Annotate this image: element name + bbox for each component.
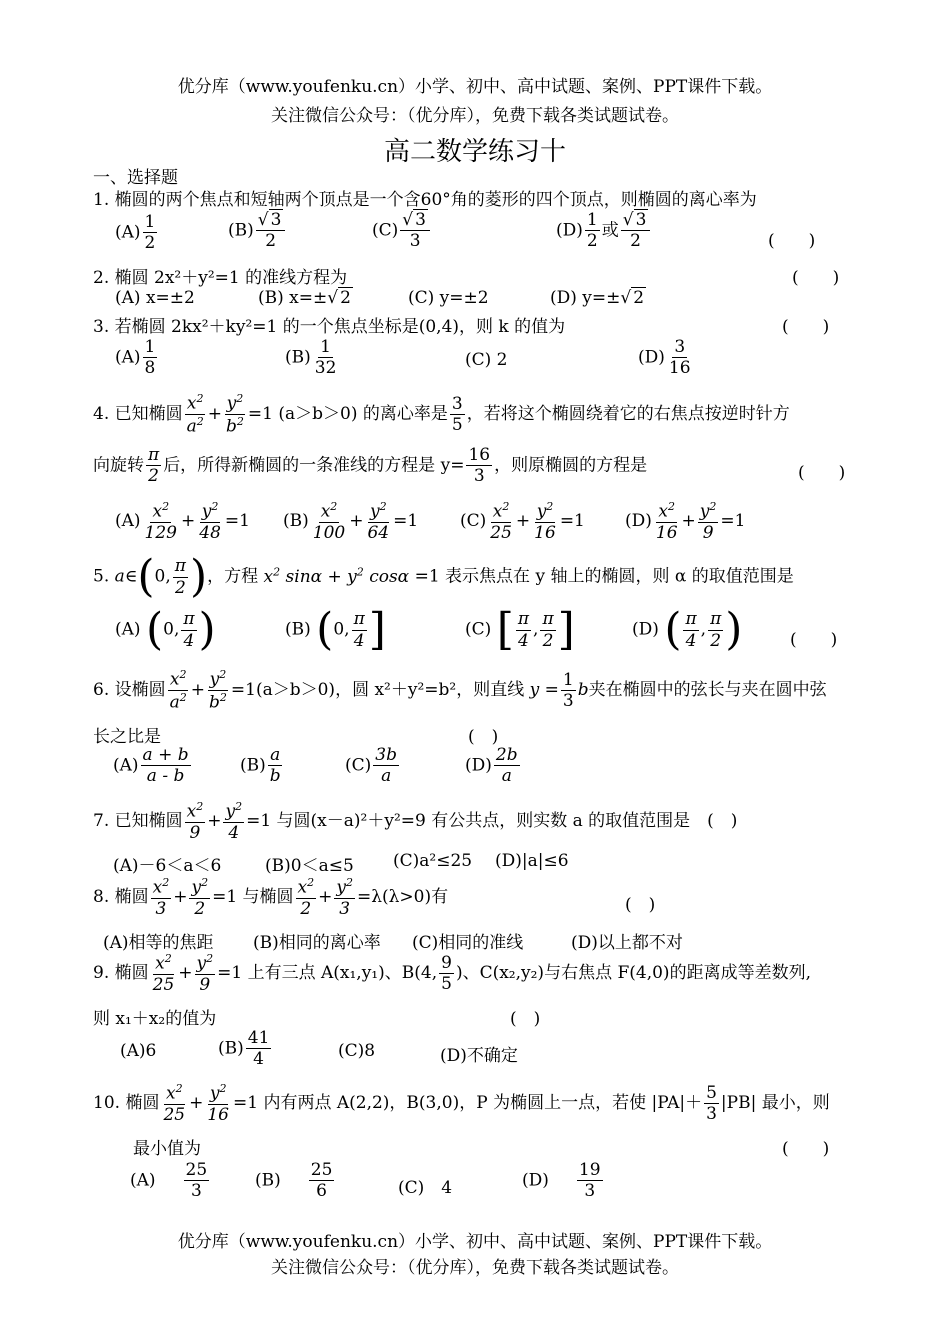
question-1: 1. 椭圆的两个焦点和短轴两个顶点是一个含60°角的菱形的四个顶点，则椭圆的离心率为 (93, 190, 757, 210)
q5-answer-bracket: ( ) (790, 630, 838, 650)
q9-option-c: (C)8 (338, 1041, 376, 1061)
q1-answer-bracket: ( ) (768, 231, 816, 251)
question-8: 8. 椭圆 $\frac{x^2}{3}$ + $\frac{y^2}{2}$ =1 与椭圆 $\frac{x^2}{2}$ + $\frac{y^2}{3}$ =λ(λ>0)有 (93, 876, 449, 920)
q2-option-b: (B) x=±√ 2 (258, 288, 351, 308)
q2-option-c: (C) y=±2 (408, 288, 489, 308)
q2-answer-bracket: ( ) (792, 268, 840, 288)
q8-option-b: (B)相同的离心率 (253, 933, 381, 953)
question-9: 9. 椭圆 $\frac{x^2}{25}$ + $\frac{y^2}{9}$ =1 上有三点 A(x₁,y₁)、B(4, $\frac{9}{5}$ )、C(x₂,y₂)与右焦点 F(4,0)的距离成等差数列, (93, 952, 811, 996)
q3-option-b: (B) $\frac{1}{32}$ (285, 337, 337, 379)
footer-line-2: 关注微信公众号：（优分库），免费下载各类试题试卷。 (271, 1258, 679, 1278)
q1-option-c: (C) $\frac{√ 3}{3}$ (372, 210, 432, 252)
q8-option-c: (C)相同的准线 (412, 933, 524, 953)
question-10: 10. 椭圆 $\frac{x^2}{25}$ + $\frac{y^2}{16}$ =1 内有两点 A(2,2)，B(3,0)，P 为椭圆上一点，若使 |PA|＋ $\frac{5}{3}$ |PB| 最小，则 (93, 1082, 830, 1126)
question-5: 5. a∈(0, $\frac{\pi}{2}$ )，方程 $x^2$ $\sin\alpha + y^2$ cosα =1 表示焦点在 y 轴上的椭圆，则 α 的取值范围是 (93, 551, 794, 602)
q8-option-d: (D)以上都不对 (571, 933, 683, 953)
question-2: 2. 椭圆 2x²＋y²=1 的准线方程为 (93, 268, 348, 288)
q5-option-b: (B) (0, $\frac{\pi}{4}$ ] (285, 604, 386, 655)
q4-option-b: (B) $\frac{x^2}{100}$ + $\frac{y^2}{64}$ =1 (283, 500, 419, 544)
question-4-line-1: 4. 已知椭圆 $\frac{x^2}{a^2}$ + $\frac{y^2}{b^2}$ =1 (a＞b＞0) 的离心率是 $\frac{3}{5}$ ，若将这个椭圆绕着它的右焦点按逆时针方 (93, 392, 790, 437)
question-4-line-2: 向旋转 $\frac{\pi}{2}$ 后，所得新椭圆的一条准线的方程是 y= $\frac{16}{3}$ ，则原椭圆的方程是 (93, 445, 648, 487)
q7-option-d: (D)|a|≤6 (495, 851, 569, 871)
q7-option-c: (C)a²≤25 (393, 851, 473, 871)
footer-line-1: 优分库（www.youfenku.cn）小学、初中、高中试题、案例、PPT课件下载。 (177, 1232, 773, 1252)
header-line-1: 优分库（www.youfenku.cn）小学、初中、高中试题、案例、PPT课件下载。 (177, 77, 773, 97)
q9-option-d: (D)不确定 (440, 1046, 518, 1066)
q5-option-a: (A) (0, $\frac{\pi}{4}$ ) (115, 604, 216, 655)
q9-option-a: (A)6 (120, 1041, 157, 1061)
q8-option-a: (A)相等的焦距 (103, 933, 214, 953)
q8-answer-bracket: ( ) (625, 895, 656, 915)
question-10-line-2: 最小值为 (133, 1139, 201, 1159)
q5-option-d: (D) ( $\frac{\pi}{4}$ , $\frac{\pi}{2}$ ) (632, 604, 743, 655)
q9-option-b: (B) $\frac{41}{4}$ (218, 1028, 270, 1070)
q2-option-a: (A) x=±2 (115, 288, 195, 308)
q6-answer-bracket: ( ) (468, 727, 499, 747)
q4-option-c: (C) $\frac{x^2}{25}$ + $\frac{y^2}{16}$ =1 (460, 500, 585, 544)
q2-option-d: (D) y=±√ 2 (550, 288, 645, 308)
q1-option-b: (B) $\frac{√ 3}{2}$ (228, 210, 287, 252)
q10-option-d: (D) $\frac{19}{3}$ (522, 1160, 601, 1202)
q7-option-a: (A)－6＜a＜6 (113, 856, 222, 876)
q5-option-c: (C) [ $\frac{\pi}{4}$ , $\frac{\pi}{2}$ ] (465, 604, 575, 655)
q10-answer-bracket: ( ) (782, 1139, 830, 1159)
q3-option-c: (C) 2 (465, 350, 508, 370)
q10-option-b: (B) $\frac{25}{6}$ (255, 1160, 333, 1202)
q4-option-d: (D) $\frac{x^2}{16}$ + $\frac{y^2}{9}$ =1 (625, 500, 746, 544)
question-3: 3. 若椭圆 2kx²＋ky²=1 的一个焦点坐标是(0,4)，则 k 的值为 (93, 317, 566, 337)
q4-option-a: (A) $\frac{x^2}{129}$ + $\frac{y^2}{48}$ =1 (115, 500, 250, 544)
q10-option-c: (C) 4 (398, 1178, 453, 1198)
question-7: 7. 已知椭圆 $\frac{x^2}{9}$ + $\frac{y^2}{4}$ =1 与圆(x－a)²＋y²=9 有公共点，则实数 a 的取值范围是 ( ) (93, 800, 738, 844)
q3-option-d: (D) $\frac{3}{16}$ (638, 337, 691, 379)
q4-answer-bracket: ( ) (798, 463, 846, 483)
q9-answer-bracket: ( ) (510, 1009, 541, 1029)
section-heading: 一、选择题 (93, 168, 178, 188)
q7-option-b: (B)0＜a≤5 (265, 856, 354, 876)
q3-option-a: (A) $\frac{1}{8}$ (115, 337, 156, 379)
q1-option-d: (D) $\frac{1}{2}$ 或 $\frac{√ 3}{2}$ (556, 210, 652, 252)
q6-option-d: (D) $\frac{2b}{a}$ (465, 745, 518, 787)
question-6-line-2: 长之比是 (93, 727, 161, 747)
question-6-line-1: 6. 设椭圆 $\frac{x^2}{a^2}$ + $\frac{y^2}{b^2}$ =1(a＞b＞0)，圆 x²＋y²=b²，则直线 y = $\frac{1}{3}$ b夹在椭圆中的弦长与夹在圆中弦 (93, 668, 827, 713)
q3-answer-bracket: ( ) (782, 317, 830, 337)
q10-option-a: (A) $\frac{25}{3}$ (130, 1160, 208, 1202)
header-line-2: 关注微信公众号：（优分库），免费下载各类试题试卷。 (271, 106, 679, 126)
page-title: 高二数学练习十 (383, 137, 566, 167)
q6-option-a: (A) $\frac{a + b}{a - b}$ (113, 745, 189, 787)
q6-option-b: (B) $\frac{a}{b}$ (240, 745, 281, 787)
q6-option-c: (C) $\frac{3b}{a}$ (345, 745, 397, 787)
q1-option-a: (A) $\frac{1}{2}$ (115, 212, 156, 254)
question-9-line-2: 则 x₁＋x₂的值为 (93, 1009, 217, 1029)
